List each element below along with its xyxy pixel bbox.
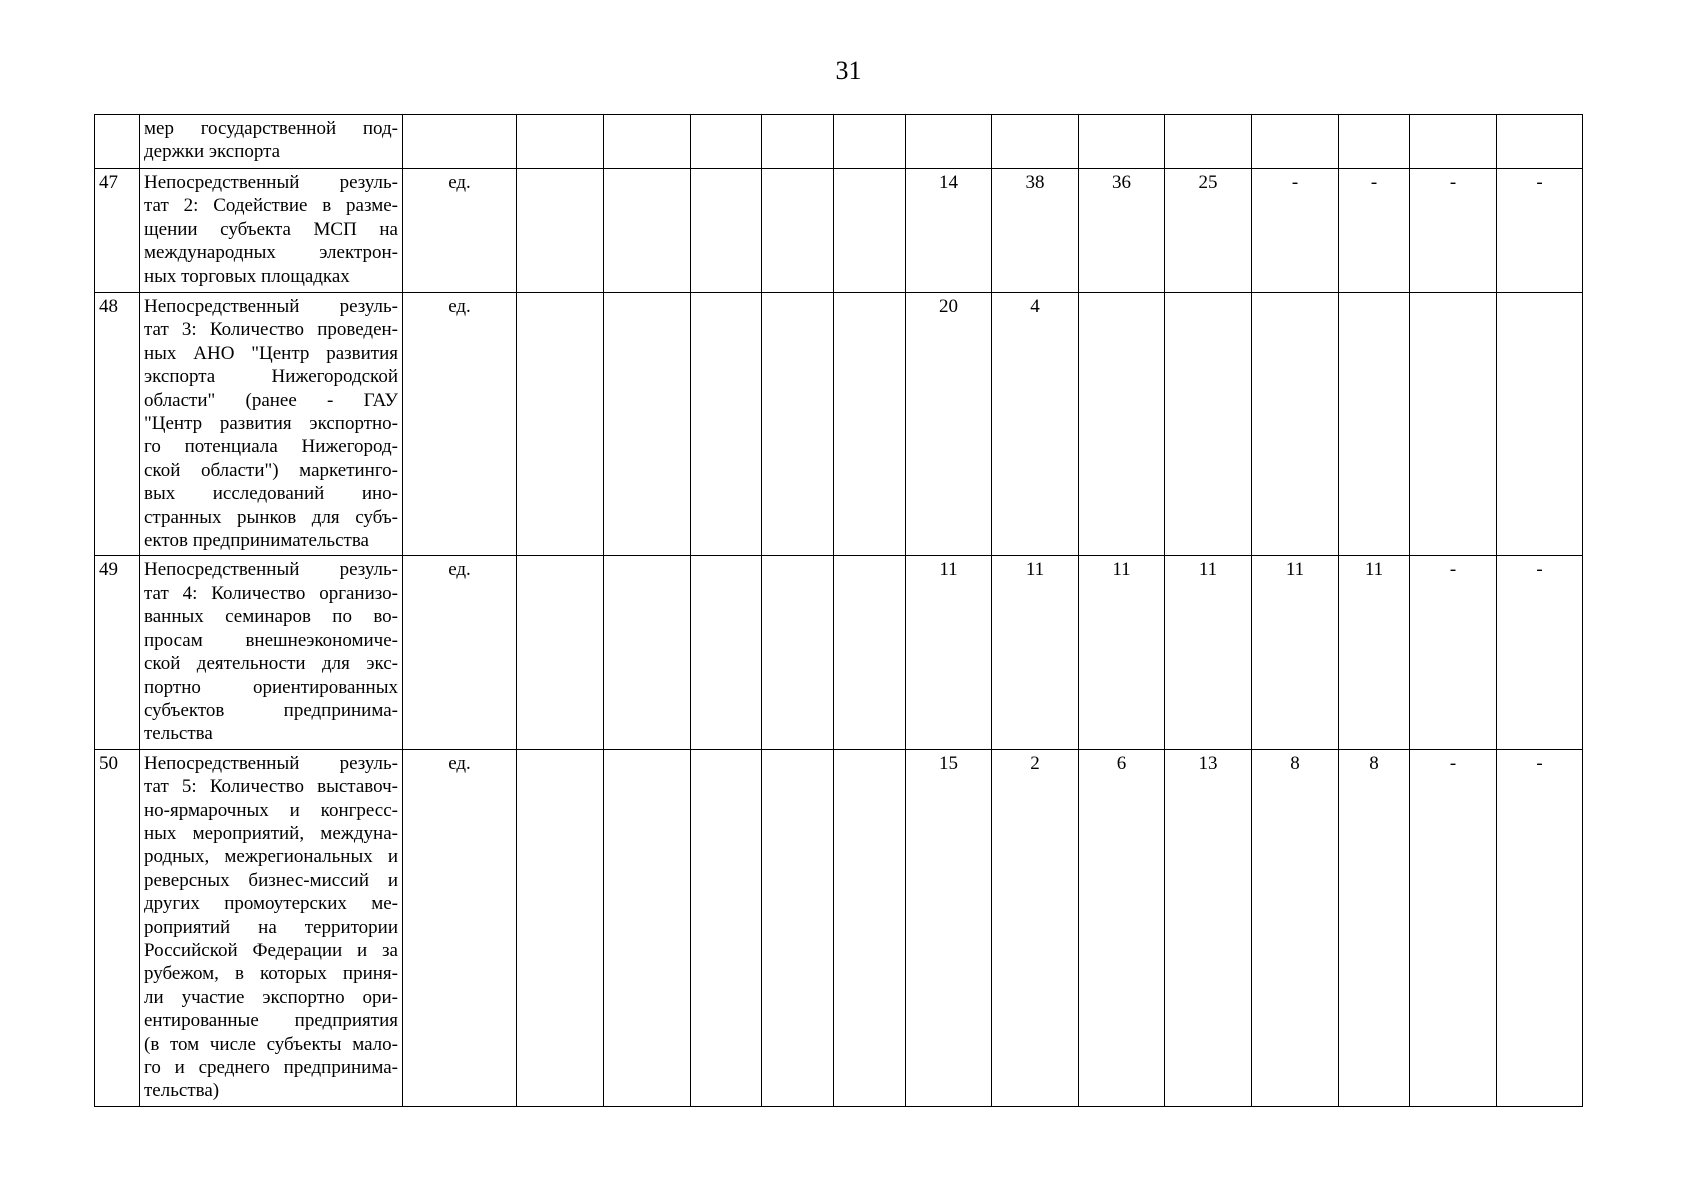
value-cell: [1339, 115, 1410, 169]
value-cell: 11: [906, 556, 992, 749]
indicator-name-line: мер государственной под-: [144, 118, 398, 139]
value-cell: 2: [992, 749, 1079, 1106]
unit-cell: [403, 115, 517, 169]
indicator-name-line: реверсных бизнес-миссий и: [144, 869, 398, 891]
value-cell: 8: [1339, 749, 1410, 1106]
indicator-name-line: Непосредственный резуль-: [144, 172, 398, 193]
indicator-name-line: тат 5: Количество выставоч-: [144, 776, 398, 798]
indicator-name-line: го и среднего предпринима-: [144, 1057, 398, 1078]
value-cell: -: [1497, 749, 1583, 1106]
value-cell: -: [1252, 169, 1339, 293]
indicator-name-line: международных электрон-: [144, 242, 398, 264]
indicator-name-line: просам внешнеэкономиче-: [144, 629, 398, 651]
value-cell: 11: [1339, 556, 1410, 749]
value-cell: -: [1410, 556, 1497, 749]
table-row: [95, 293, 1583, 556]
indicator-name-line: роприятий на территории: [144, 916, 398, 938]
indicator-name-line: ванных семинаров по во-: [144, 606, 398, 628]
value-cell: [834, 115, 906, 169]
value-cell: [1410, 293, 1497, 556]
indicators-table: [94, 114, 1583, 1107]
row-number: 49: [95, 556, 140, 749]
value-cell: 20: [906, 293, 992, 556]
value-cell: [1410, 115, 1497, 169]
indicator-name-line: щении субъекта МСП на: [144, 218, 398, 240]
value-cell: 8: [1252, 749, 1339, 1106]
value-cell: 11: [1079, 556, 1165, 749]
value-cell: -: [1339, 169, 1410, 293]
indicator-name-line: ных АНО "Центр развития: [144, 342, 398, 364]
value-cell: 6: [1079, 749, 1165, 1106]
indicator-name-line: но-ярмарочных и конгресс-: [144, 799, 398, 821]
value-cell: 15: [906, 749, 992, 1106]
table-row: [95, 115, 1583, 169]
value-cell: [906, 115, 992, 169]
value-cell: [691, 749, 762, 1106]
value-cell: [834, 169, 906, 293]
table-row: [95, 169, 1583, 293]
indicator-name-line: тат 4: Количество организо-: [144, 582, 398, 604]
value-cell: [604, 556, 691, 749]
unit-cell: ед.: [403, 169, 517, 293]
value-cell: [1497, 115, 1583, 169]
table-row: [95, 556, 1583, 749]
value-cell: 38: [992, 169, 1079, 293]
value-cell: [834, 749, 906, 1106]
value-cell: [834, 293, 906, 556]
indicator-name-line: вых исследований ино-: [144, 483, 398, 505]
indicator-name-line: держки экспорта: [144, 141, 281, 163]
indicator-name-line: ской области") маркетинго-: [144, 459, 398, 481]
value-cell: [1339, 293, 1410, 556]
value-cell: [604, 115, 691, 169]
row-number: 47: [95, 169, 140, 293]
indicator-name: [140, 169, 403, 293]
indicator-name-line: ли участие экспортно ори-: [144, 986, 398, 1008]
value-cell: 36: [1079, 169, 1165, 293]
value-cell: [517, 556, 604, 749]
value-cell: [1252, 115, 1339, 169]
value-cell: [691, 293, 762, 556]
indicator-name-line: родных, межрегиональных и: [144, 846, 398, 868]
indicator-name-line: ектов предпринимательства: [144, 530, 369, 552]
indicator-name-line: тельства): [144, 1080, 220, 1102]
value-cell: [517, 293, 604, 556]
indicator-name-line: "Центр развития экспортно-: [144, 413, 398, 435]
value-cell: [691, 556, 762, 749]
value-cell: 11: [992, 556, 1079, 749]
value-cell: [762, 556, 834, 749]
unit-cell: ед.: [403, 556, 517, 749]
indicator-name-line: портно ориентированных: [144, 676, 398, 698]
value-cell: 13: [1165, 749, 1252, 1106]
value-cell: [1497, 293, 1583, 556]
value-cell: [762, 169, 834, 293]
value-cell: [604, 169, 691, 293]
indicator-name-line: тельства: [144, 723, 213, 745]
value-cell: [517, 115, 604, 169]
indicator-name-line: рубежом, в которых приня-: [144, 963, 398, 985]
value-cell: 25: [1165, 169, 1252, 293]
value-cell: [517, 749, 604, 1106]
indicator-name-line: области" (ранее - ГАУ: [144, 389, 398, 411]
value-cell: [691, 115, 762, 169]
value-cell: [1165, 293, 1252, 556]
indicator-name: [140, 293, 403, 556]
indicator-name-line: тат 3: Количество проведен-: [144, 319, 398, 341]
table-body: [95, 115, 1583, 1107]
row-number: 48: [95, 293, 140, 556]
value-cell: -: [1410, 169, 1497, 293]
value-cell: 11: [1252, 556, 1339, 749]
indicator-name: [140, 749, 403, 1106]
indicator-name-line: тат 2: Содействие в разме-: [144, 195, 398, 217]
indicator-name-line: Российской Федерации и за: [144, 939, 398, 961]
row-number: [95, 115, 140, 169]
indicator-name-line: ентированные предприятия: [144, 1010, 398, 1032]
value-cell: 11: [1165, 556, 1252, 749]
indicator-name-line: ных мероприятий, междуна-: [144, 822, 398, 844]
indicator-name-line: других промоутерских ме-: [144, 893, 398, 915]
value-cell: 4: [992, 293, 1079, 556]
indicator-name-line: Непосредственный резуль-: [144, 296, 398, 317]
indicator-name-line: Непосредственный резуль-: [144, 559, 398, 581]
indicator-name-line: (в том числе субъекты мало-: [144, 1033, 398, 1055]
indicator-name-line: го потенциала Нижегород-: [144, 436, 398, 458]
value-cell: [762, 115, 834, 169]
indicator-name-line: ской деятельности для экс-: [144, 653, 398, 675]
page-number: 31: [835, 56, 862, 85]
value-cell: [992, 115, 1079, 169]
indicator-name: [140, 556, 403, 749]
value-cell: [604, 293, 691, 556]
value-cell: -: [1497, 169, 1583, 293]
value-cell: [604, 749, 691, 1106]
value-cell: [762, 293, 834, 556]
indicator-name-line: странных рынков для субъ-: [144, 506, 398, 528]
indicator-name-line: Непосредственный резуль-: [144, 752, 398, 774]
indicator-name-line: субъектов предпринима-: [144, 699, 398, 721]
value-cell: [762, 749, 834, 1106]
value-cell: [1165, 115, 1252, 169]
unit-cell: ед.: [403, 293, 517, 556]
value-cell: 14: [906, 169, 992, 293]
indicator-name-line: ных торговых площадках: [144, 265, 350, 287]
value-cell: [1079, 115, 1165, 169]
indicator-name: [140, 115, 403, 169]
value-cell: [834, 556, 906, 749]
table-row: [95, 749, 1583, 1106]
value-cell: -: [1410, 749, 1497, 1106]
value-cell: -: [1497, 556, 1583, 749]
value-cell: [517, 169, 604, 293]
row-number: 50: [95, 749, 140, 1106]
unit-cell: ед.: [403, 749, 517, 1106]
indicator-name-line: экспорта Нижегородской: [144, 366, 398, 388]
value-cell: [691, 169, 762, 293]
value-cell: [1252, 293, 1339, 556]
value-cell: [1079, 293, 1165, 556]
